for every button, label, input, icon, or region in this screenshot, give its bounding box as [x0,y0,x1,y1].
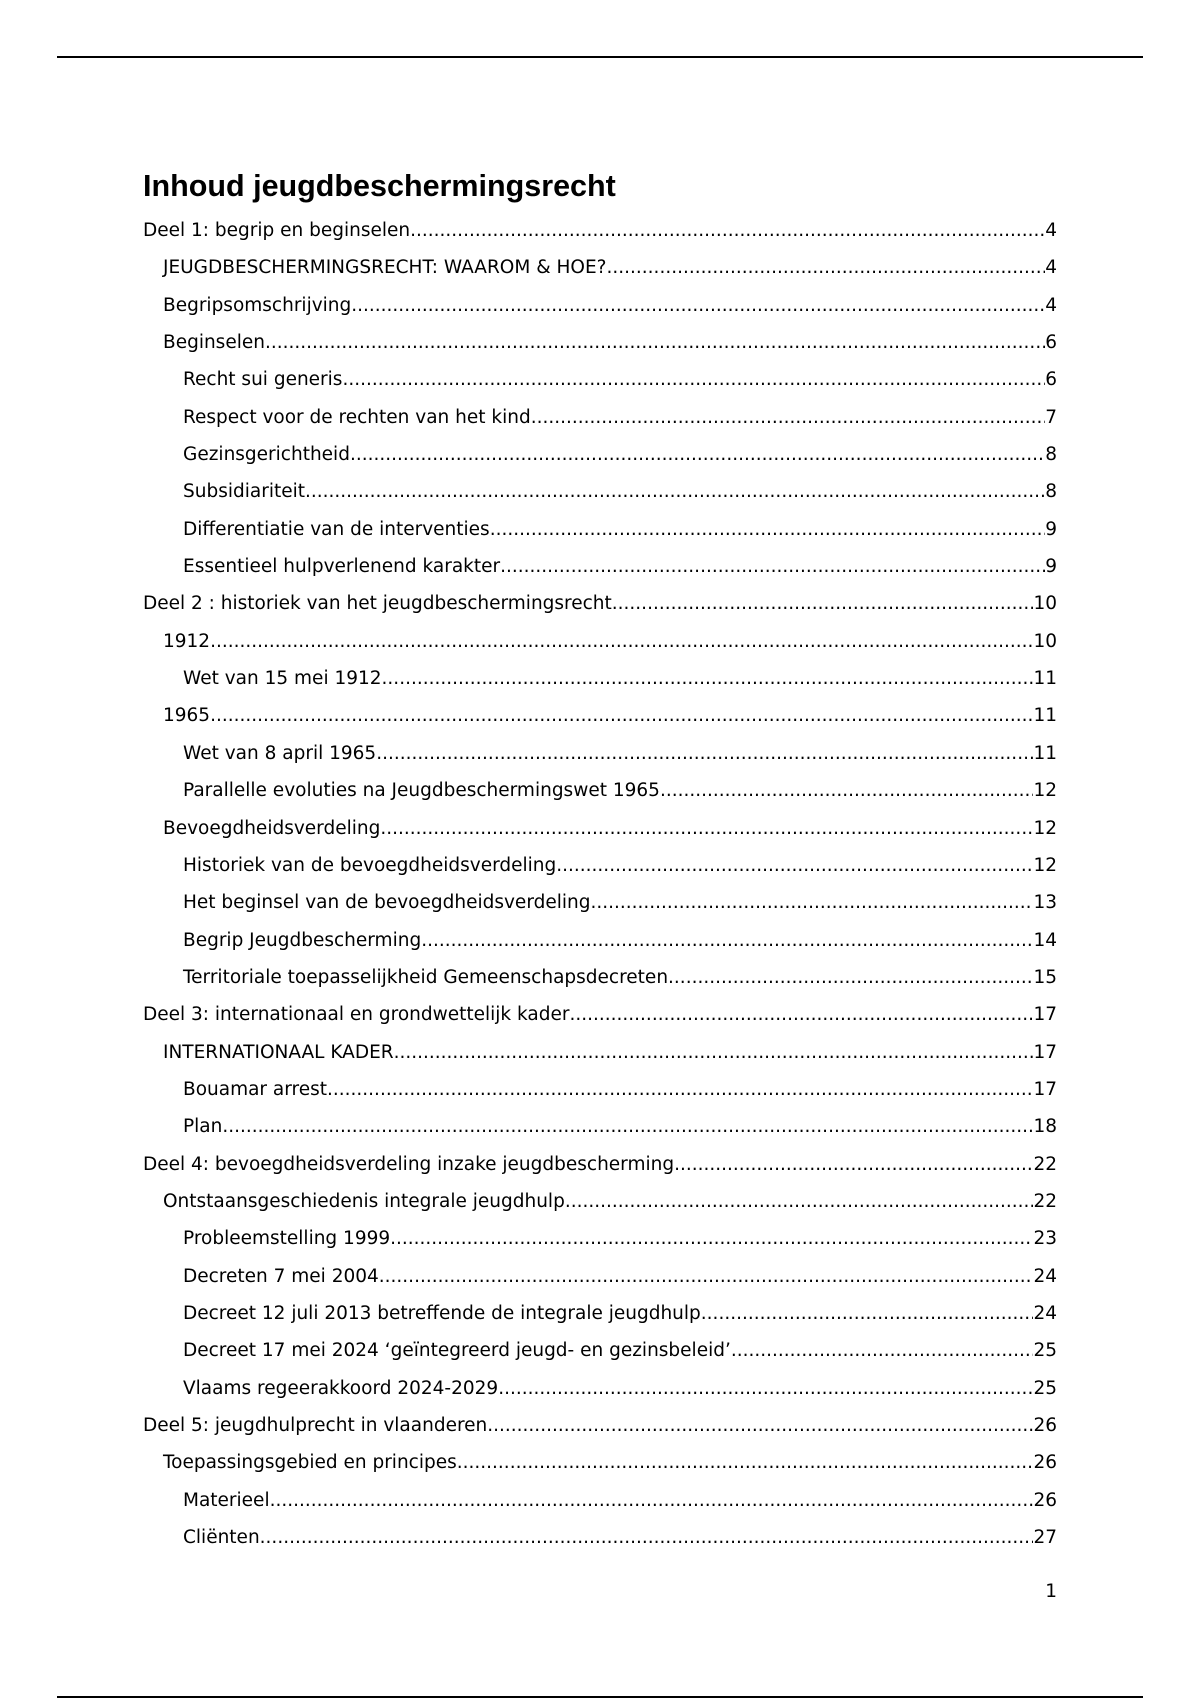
toc-entry-label: Subsidiariteit [183,481,305,503]
toc-entry[interactable] [143,324,1057,361]
toc-dot-leader [531,399,1045,436]
toc-entry-page: 17 [1033,1004,1057,1026]
toc-entry[interactable] [143,1071,1057,1108]
toc-entry-label: Vlaams regeerakkoord 2024-2029 [183,1377,499,1399]
toc-entry-label: Respect voor de rechten van het kind [183,406,531,428]
toc-dot-leader [674,1146,1033,1183]
toc-entry-label: Decreet 12 juli 2013 betreffende de integrale jeugdhulp [183,1302,701,1324]
toc-dot-leader [394,1034,1034,1071]
toc-entry-label: Probleemstelling 1999 [183,1228,391,1250]
toc-entry[interactable] [143,1482,1057,1519]
toc-dot-leader [607,249,1046,286]
toc-entry[interactable] [143,1258,1057,1295]
toc-entry[interactable] [143,548,1057,585]
toc-entry[interactable] [143,1108,1057,1145]
toc-entry[interactable] [143,1034,1057,1071]
toc-entry-page: 22 [1033,1153,1057,1175]
toc-dot-leader [569,996,1033,1033]
toc-entry-label: Essentieel hulpverlenend karakter [183,556,501,578]
toc-entry-page: 10 [1033,630,1057,652]
toc-entry-page: 4 [1045,257,1057,279]
toc-entry-page: 24 [1033,1302,1057,1324]
toc-entry[interactable] [143,959,1057,996]
toc-entry-label: Differentiatie van de interventies [183,518,490,540]
toc-entry[interactable] [143,1146,1057,1183]
toc-dot-leader [270,1482,1034,1519]
toc-entry-page: 4 [1045,294,1057,316]
toc-dot-leader [376,735,1033,772]
toc-entry-page: 17 [1033,1078,1057,1100]
toc-entry[interactable] [143,735,1057,772]
toc-entry-page: 10 [1033,593,1057,615]
toc-entry-page: 8 [1045,444,1057,466]
toc-dot-leader [668,959,1033,996]
toc-entry-label: Cliënten [183,1527,260,1549]
toc-entry-label: Deel 3: internationaal en grondwettelijk kader [143,1004,570,1026]
toc-entry-label: Deel 2 : historiek van het jeugdbeschermingsrecht [143,593,612,615]
toc-entry[interactable] [143,884,1057,921]
toc-entry-label: Deel 1: begrip en beginselen [143,220,411,241]
toc-entry[interactable] [143,212,1057,249]
toc-entry-label: Territoriale toepasselijkheid Gemeenschapsdecreten [183,966,669,988]
toc-entry[interactable] [143,660,1057,697]
toc-entry-label: Deel 4: bevoegdheidsverdeling inzake jeugdbescherming [143,1153,675,1175]
toc-dot-leader [210,623,1033,660]
toc-entry-page: 11 [1033,742,1057,764]
toc-entry[interactable] [143,249,1057,286]
toc-entry[interactable] [143,996,1057,1033]
toc-entry-page: 15 [1033,966,1057,988]
toc-entry-label: Bouamar arrest [183,1078,328,1100]
toc-dot-leader [590,884,1033,921]
toc-entry-label: Beginselen [163,332,265,354]
toc-entry-page: 9 [1045,556,1057,578]
footer-rule [57,1696,1143,1698]
table-of-contents [143,164,1057,1556]
toc-entry-page: 4 [1045,220,1057,241]
toc-entry[interactable] [143,361,1057,398]
toc-entry[interactable] [143,511,1057,548]
toc-dot-leader [490,511,1046,548]
toc-entry-label: Bevoegdheidsverdeling [163,817,381,839]
toc-dot-leader [701,1295,1034,1332]
toc-entry-label: Deel 5: jeugdhulprecht in vlaanderen [143,1415,488,1436]
toc-dot-leader [350,436,1045,473]
toc-entry-label: Recht sui generis [183,369,343,391]
header-rule [57,56,1143,58]
toc-dot-leader [342,361,1045,398]
toc-entry-page: 22 [1033,1190,1057,1212]
toc-entry-page: 8 [1045,481,1057,503]
page-number: 1 [1045,1581,1057,1602]
toc-entry-page: 27 [1033,1527,1057,1549]
toc-entry-label: Parallelle evoluties na Jeugdbeschermingswet 1965 [183,780,660,802]
toc-entry[interactable] [143,436,1057,473]
toc-entry[interactable] [143,623,1057,660]
toc-dot-leader [379,1258,1034,1295]
toc-dot-leader [265,324,1045,361]
toc-entry-page: 18 [1033,1116,1057,1138]
toc-dot-leader [210,697,1033,734]
toc-entry[interactable] [143,697,1057,734]
toc-entry-page: 12 [1033,817,1057,839]
toc-entry-label: INTERNATIONAAL KADER [163,1041,394,1063]
toc-dot-leader [457,1444,1034,1481]
toc-entry[interactable] [143,1407,1057,1444]
toc-dot-leader [421,922,1033,959]
toc-entry[interactable] [143,473,1057,510]
toc-entry-label: Decreet 17 mei 2024 ‘geïntegreerd jeugd- en gezinsbeleid’ [183,1340,731,1362]
toc-dot-leader [612,585,1034,622]
toc-entry[interactable] [143,287,1057,324]
toc-entry-page: 26 [1033,1452,1057,1474]
toc-dot-leader [498,1370,1033,1407]
toc-entry-label: Plan [183,1116,223,1138]
toc-entry[interactable] [143,922,1057,959]
toc-entry-page: 13 [1033,892,1057,914]
toc-dot-leader [390,1220,1033,1257]
toc-dot-leader [327,1071,1033,1108]
toc-entry-label: Ontstaansgeschiedenis integrale jeugdhulp [163,1190,565,1212]
toc-dot-leader [222,1108,1033,1145]
toc-entry-page: 17 [1033,1041,1057,1063]
toc-dot-leader [305,473,1045,510]
toc-entry[interactable] [143,1295,1057,1332]
toc-dot-leader [556,847,1033,884]
toc-entry-page: 12 [1033,780,1057,802]
toc-dot-leader [410,212,1045,249]
toc-dot-leader [565,1183,1034,1220]
toc-entry-label: Wet van 15 mei 1912 [183,668,382,690]
toc-dot-leader [382,660,1034,697]
toc-entry-page: 12 [1033,854,1057,876]
toc-entry-page: 24 [1033,1265,1057,1287]
toc-entry[interactable] [143,847,1057,884]
toc-entry-label: Gezinsgerichtheid [183,444,350,466]
toc-dot-leader [487,1407,1033,1444]
toc-entry-label: Wet van 8 april 1965 [183,742,377,764]
toc-entry-page: 11 [1033,668,1057,690]
toc-title: Inhoud jeugdbeschermingsrecht [143,169,616,203]
toc-dot-leader [380,810,1033,847]
toc-entry-page: 6 [1045,369,1057,391]
toc-entry[interactable] [143,1370,1057,1407]
toc-entry[interactable] [143,772,1057,809]
toc-entry[interactable] [143,1444,1057,1481]
toc-dot-leader [351,287,1045,324]
toc-entry[interactable] [143,1519,1057,1556]
toc-entry[interactable] [143,810,1057,847]
toc-entry-page: 7 [1045,406,1057,428]
toc-entry-label: Toepassingsgebied en principes [163,1452,457,1474]
toc-entry-page: 11 [1033,705,1057,727]
toc-entry[interactable] [143,1183,1057,1220]
toc-entry-page: 25 [1033,1340,1057,1362]
toc-entry-page: 9 [1045,518,1057,540]
toc-entry-label: Het beginsel van de bevoegdheidsverdeling [183,892,591,914]
toc-entry-page: 25 [1033,1377,1057,1399]
toc-entry[interactable] [143,585,1057,622]
toc-entry-label: Decreten 7 mei 2004 [183,1265,379,1287]
toc-entry-label: 1965 [163,705,211,727]
toc-dot-leader [731,1332,1034,1369]
toc-entry-label: Historiek van de bevoegdheidsverdeling [183,854,557,876]
toc-entry-page: 6 [1045,332,1057,354]
toc-dot-leader [660,772,1034,809]
toc-entry-page: 14 [1033,929,1057,951]
toc-entry-page: 26 [1033,1489,1057,1511]
toc-entry[interactable] [143,1220,1057,1257]
toc-dot-leader [260,1519,1034,1556]
toc-entry-label: Begripsomschrijving [163,294,352,316]
toc-entry-label: JEUGDBESCHERMINGSRECHT: WAAROM & HOE? [163,257,607,279]
toc-entry-label: Begrip Jeugdbescherming [183,929,422,951]
toc-entry-label: Materieel [183,1489,270,1511]
toc-dot-leader [500,548,1045,585]
toc-entry[interactable] [143,399,1057,436]
toc-entry[interactable] [143,1332,1057,1369]
toc-entry-label: 1912 [163,630,211,652]
toc-list [143,212,1057,1556]
toc-entry-page: 23 [1033,1228,1057,1250]
toc-entry-page: 26 [1033,1415,1057,1436]
